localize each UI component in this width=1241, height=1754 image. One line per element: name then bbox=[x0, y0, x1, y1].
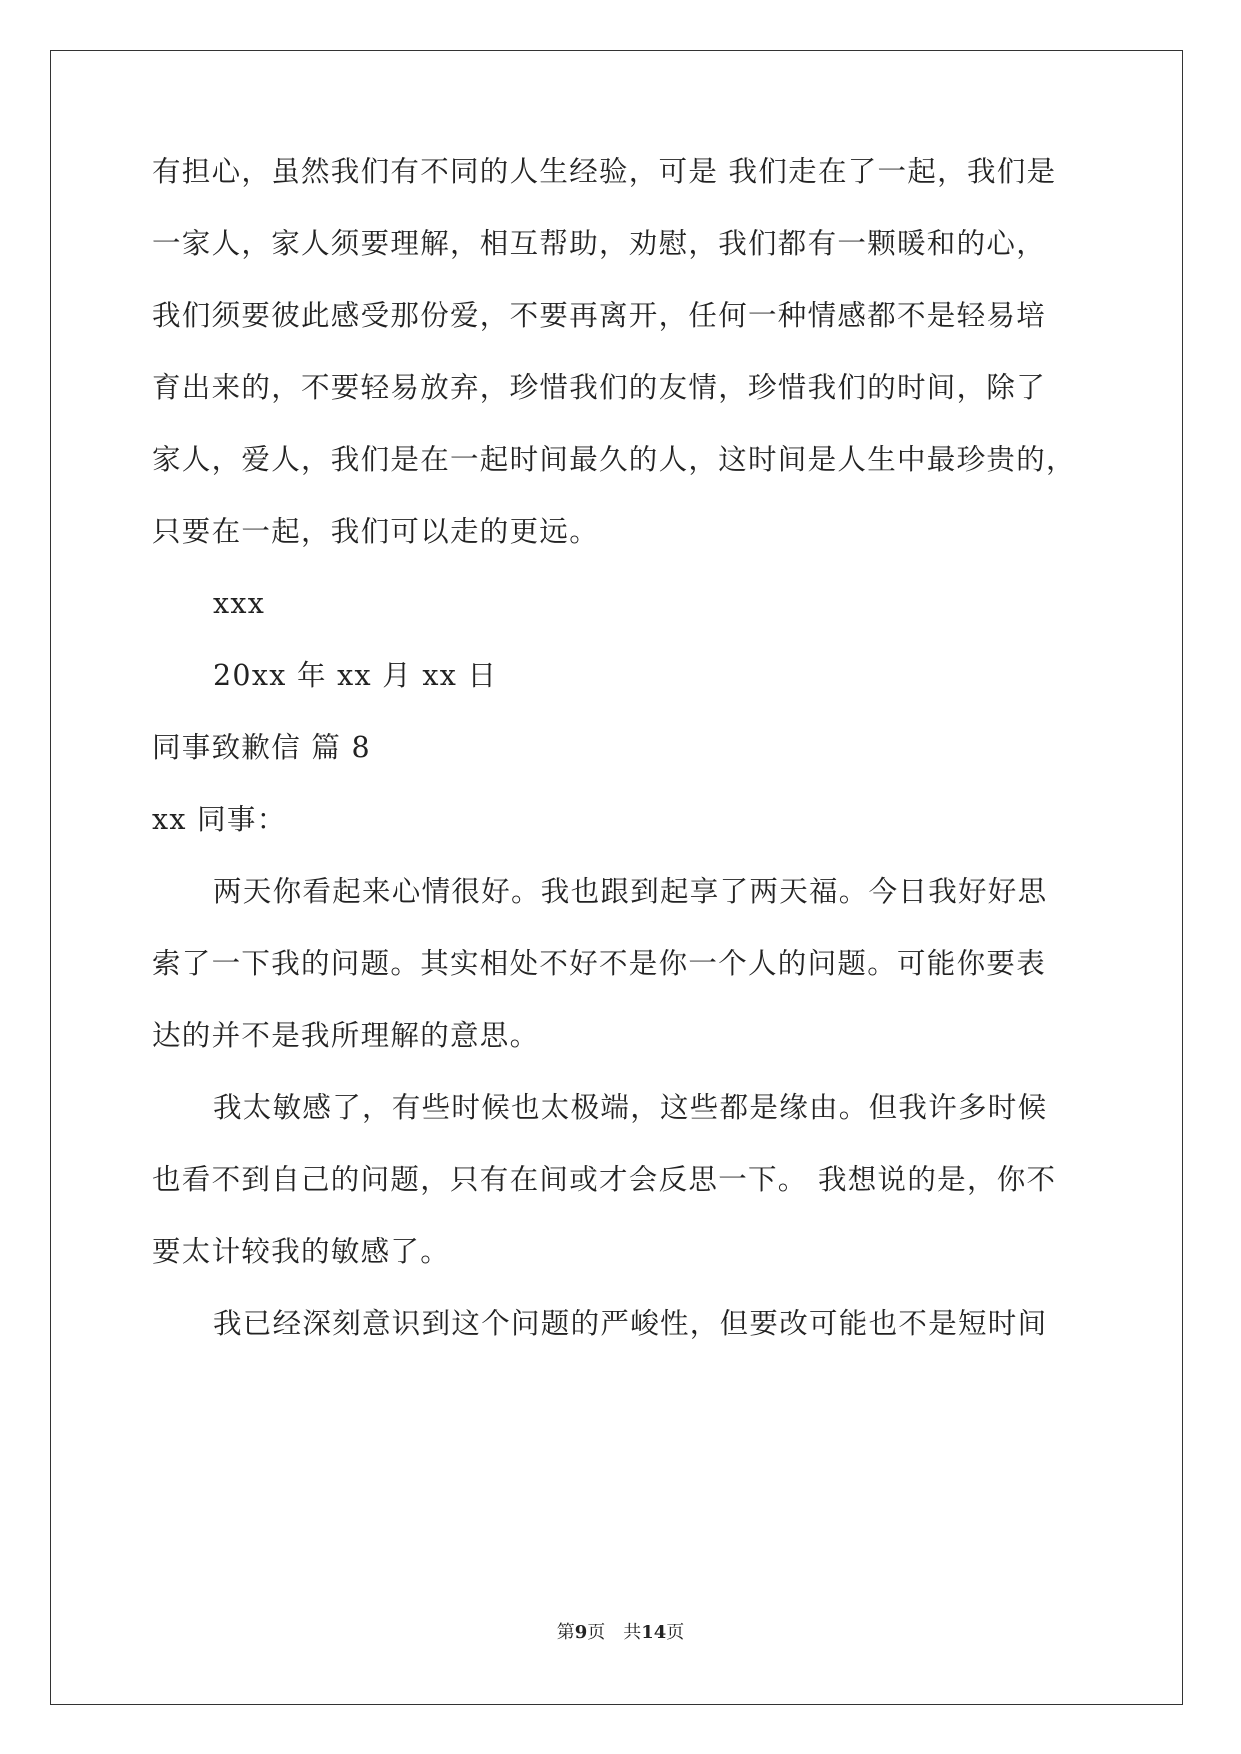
page-footer bbox=[0, 1618, 1241, 1644]
paragraph-line: 我们须要彼此感受那份爱，不要再离开，任何一种情感都不是轻易培 bbox=[152, 299, 1047, 332]
total-pages: 14 bbox=[641, 1622, 667, 1643]
paragraph-line: 索了一下我的问题。其实相处不好不是你一个人的问题。可能你要表 bbox=[152, 947, 1047, 980]
paragraph-line: 要太计较我的敏感了。 bbox=[152, 1235, 451, 1268]
paragraph-line: 育出来的，不要轻易放弃，珍惜我们的友情，珍惜我们的时间，除了 bbox=[152, 371, 1047, 404]
paragraph-line: 达的并不是我所理解的意思。 bbox=[152, 1019, 540, 1052]
page-number: 9 bbox=[574, 1622, 588, 1643]
paragraph-line: 两天你看起来心情很好。我也跟到起享了两天福。今日我好好思 bbox=[213, 875, 1048, 908]
paragraph-line: 一家人，家人须要理解，相互帮助，劝慰，我们都有一颗暖和的心， bbox=[152, 227, 1047, 260]
paragraph-line: 家人，爱人，我们是在一起时间最久的人，这时间是人生中最珍贵的， bbox=[152, 443, 1076, 476]
paragraph-line: 也看不到自己的问题，只有在间或才会反思一下。 我想说的是，你不 bbox=[152, 1163, 1057, 1196]
signature-name: xxx bbox=[213, 587, 266, 620]
paragraph-line: 我已经深刻意识到这个问题的严峻性，但要改可能也不是短时间 bbox=[213, 1307, 1048, 1340]
section-title: 同事致歉信 篇 8 bbox=[152, 731, 371, 764]
footer-mid: 页 共 bbox=[587, 1622, 642, 1643]
paragraph-line: 有担心，虽然我们有不同的人生经验，可是 我们走在了一起，我们是 bbox=[152, 155, 1057, 188]
paragraph-line: 只要在一起，我们可以走的更远。 bbox=[152, 515, 600, 548]
footer-suffix: 页 bbox=[666, 1622, 685, 1643]
signature-date: 20xx 年 xx 月 xx 日 bbox=[213, 659, 498, 692]
paragraph-line: 我太敏感了，有些时候也太极端，这些都是缘由。但我许多时候 bbox=[213, 1091, 1048, 1124]
salutation: xx 同事： bbox=[152, 803, 287, 836]
footer-prefix: 第 bbox=[556, 1622, 575, 1643]
